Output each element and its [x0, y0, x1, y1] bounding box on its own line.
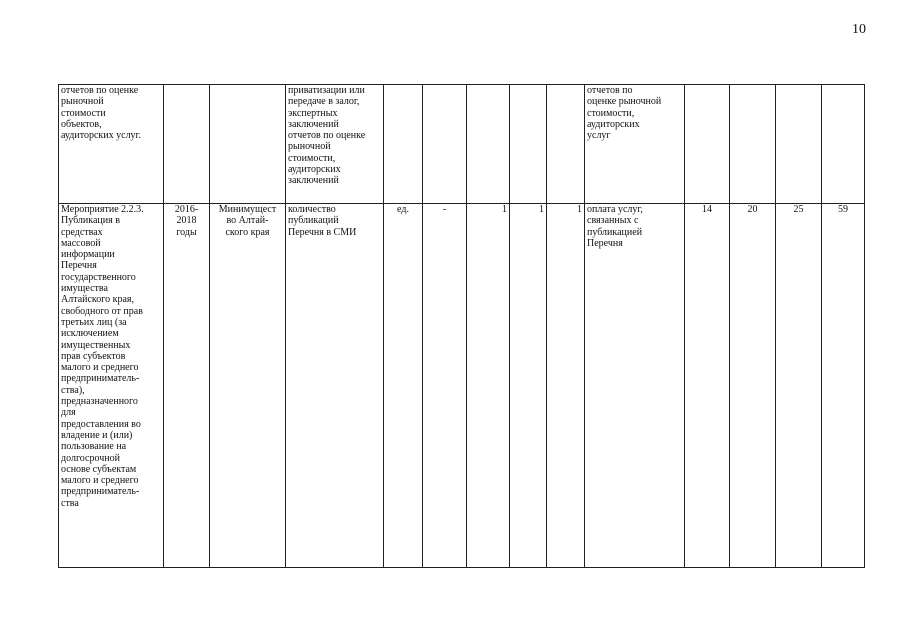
table-cell: -	[423, 204, 467, 568]
table-cell: отчетов по оценке рыночной стоимости объектов, аудиторских услуг.	[59, 85, 164, 204]
table-cell: 14	[685, 204, 730, 568]
table-cell	[384, 85, 423, 204]
table-cell	[467, 85, 510, 204]
table-cell: ед.	[384, 204, 423, 568]
table-cell: 1	[467, 204, 510, 568]
table-cell: 1	[510, 204, 547, 568]
table-cell: 2016- 2018 годы	[164, 204, 210, 568]
page-number: 10	[852, 22, 866, 37]
table-cell	[685, 85, 730, 204]
table-cell	[822, 85, 865, 204]
table-cell: количество публикаций Перечня в СМИ	[286, 204, 384, 568]
table-cell: отчетов по оценке рыночной стоимости, аудиторских услуг	[585, 85, 685, 204]
table-cell: оплата услуг, связанных с публикацией Перечня	[585, 204, 685, 568]
table-cell	[730, 85, 776, 204]
table-cell	[547, 85, 585, 204]
table-cell: 1	[547, 204, 585, 568]
table-cell: 59	[822, 204, 865, 568]
table-cell: 20	[730, 204, 776, 568]
table-cell	[164, 85, 210, 204]
program-table	[58, 84, 865, 568]
table-row	[59, 204, 865, 568]
table-cell	[776, 85, 822, 204]
table-cell: приватизации или передаче в залог, экспертных заключений отчетов по оценке рыночной стоимости, аудиторских заключений	[286, 85, 384, 204]
table-cell: 25	[776, 204, 822, 568]
table-row	[59, 85, 865, 204]
table-cell	[210, 85, 286, 204]
table-cell: Мероприятие 2.2.3. Публикация в средствах массовой информации Перечня государственного имущества Алтайского края, свободного от прав третьих лиц (за исключением имущественных прав субъектов малого и среднего предприниматель- ства), предназначенного для предоставления во владение и (или) пользование на долгосрочной основе субъектам малого и среднего предприниматель- ства	[59, 204, 164, 568]
table-cell: Минимущест во Алтай- ского края	[210, 204, 286, 568]
table-cell	[510, 85, 547, 204]
table-cell	[423, 85, 467, 204]
